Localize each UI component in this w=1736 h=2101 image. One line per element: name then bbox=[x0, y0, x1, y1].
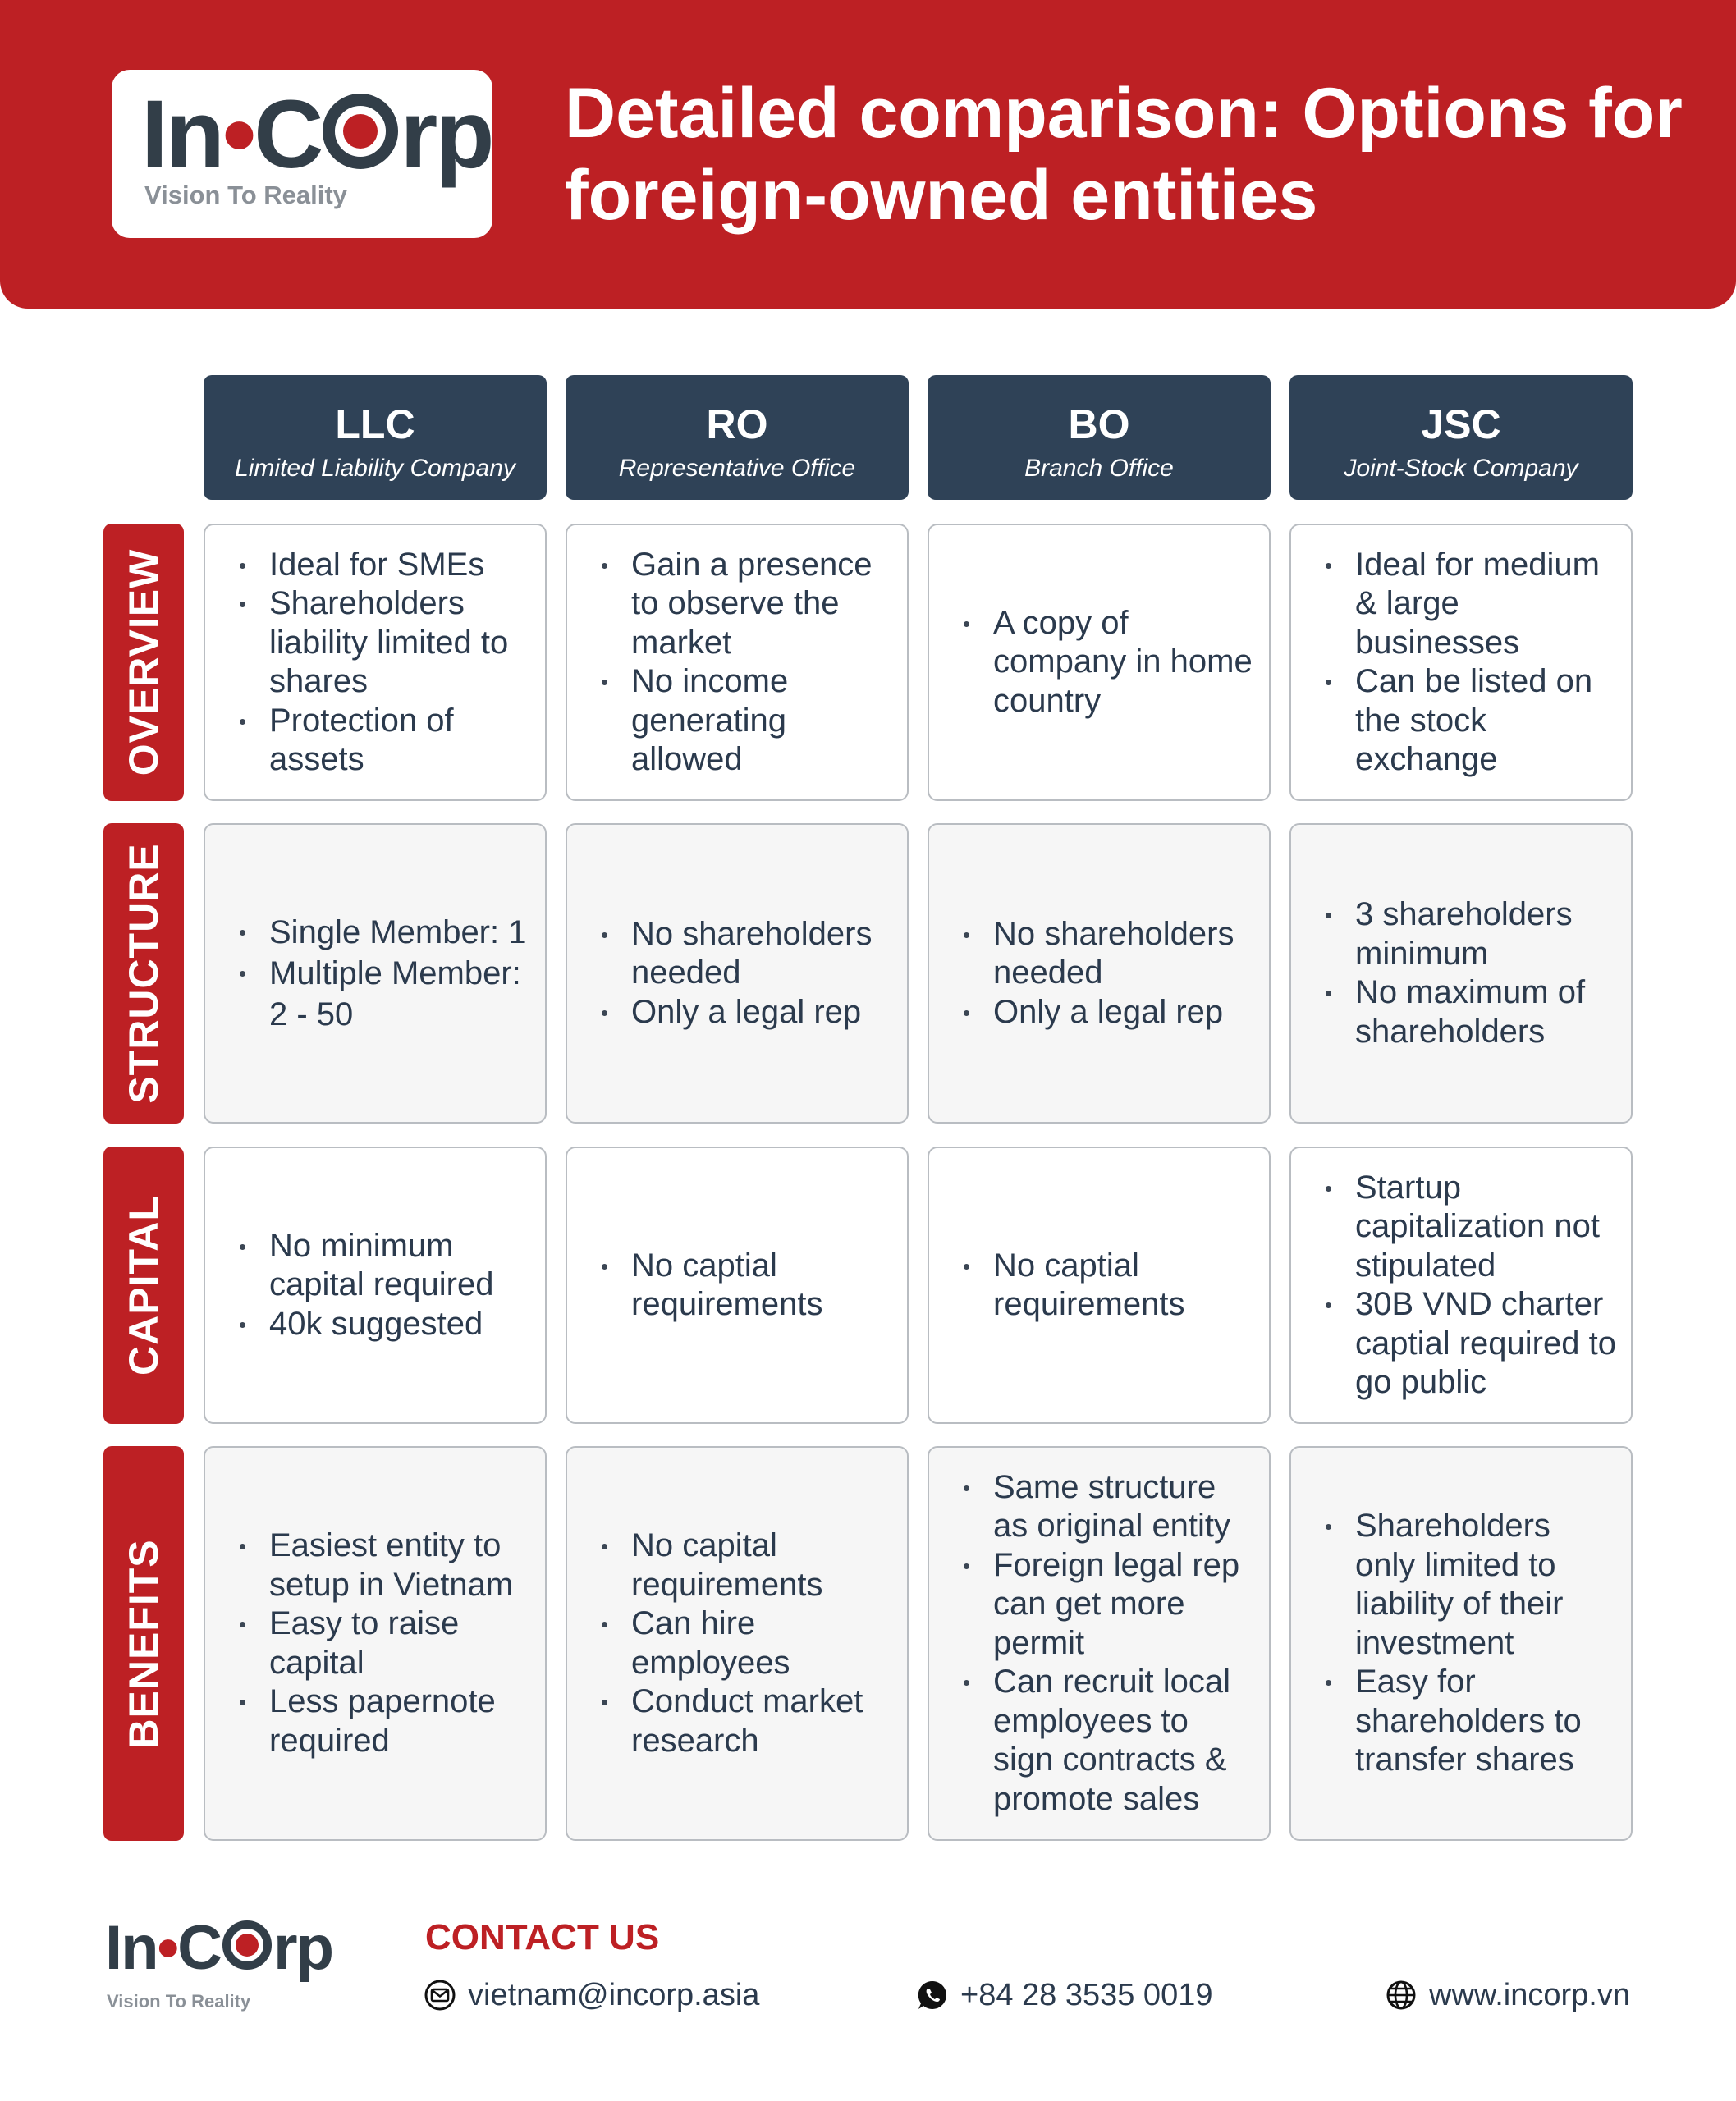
logo-tagline: Vision To Reality bbox=[144, 181, 347, 209]
list-item: Easy for shareholders to transfer shares bbox=[1322, 1663, 1619, 1780]
cell-overview-jsc bbox=[1289, 524, 1633, 801]
list-item: No shareholders needed bbox=[960, 915, 1257, 993]
list-item: Shareholders only limited to liability of their investment bbox=[1322, 1507, 1619, 1663]
list-item: Multiple Member: 2 - 50 bbox=[236, 953, 534, 1035]
whatsapp-icon bbox=[916, 1979, 949, 2012]
list-item: 3 shareholders minimum bbox=[1322, 895, 1619, 973]
list-item: Easy to raise capital bbox=[236, 1604, 534, 1682]
globe-web-icon bbox=[1385, 1979, 1418, 2012]
list-item: Ideal for medium & large businesses bbox=[1322, 546, 1619, 663]
list-item: Single Member: 1 bbox=[236, 912, 534, 953]
logo-wordmark: In•C rp bbox=[141, 80, 492, 189]
list-item: No captial requirements bbox=[598, 1247, 895, 1325]
column-header-ro: RO Representative Office bbox=[566, 375, 909, 500]
list-item: Only a legal rep bbox=[960, 993, 1257, 1032]
list-item: Startup capitalization not stipulated bbox=[1322, 1169, 1619, 1286]
row-label-overview: OVERVIEW bbox=[103, 524, 184, 801]
list-item: No maximum of shareholders bbox=[1322, 973, 1619, 1051]
column-header-llc: LLC Limited Liability Company bbox=[204, 375, 547, 500]
row-label-structure: STRUCTURE bbox=[103, 823, 184, 1124]
cell-capital-jsc bbox=[1289, 1147, 1633, 1424]
header-banner bbox=[0, 0, 1736, 309]
list-item: Protection of assets bbox=[236, 702, 534, 780]
contact-email[interactable]: vietnam@incorp.asia bbox=[424, 1974, 759, 2016]
list-item: Only a legal rep bbox=[598, 993, 895, 1032]
cell-overview-ro bbox=[566, 524, 909, 801]
list-item: Can be listed on the stock exchange bbox=[1322, 662, 1619, 780]
list-item: No minimum capital required bbox=[236, 1227, 534, 1305]
list-item: Can recruit local employees to sign contracts & promote sales bbox=[960, 1663, 1257, 1819]
list-item: 40k suggested bbox=[236, 1305, 534, 1344]
cell-benefits-ro bbox=[566, 1446, 909, 1841]
list-item: Less papernote required bbox=[236, 1682, 534, 1760]
mail-icon bbox=[424, 1979, 456, 2012]
footer-logo[interactable] bbox=[105, 1913, 343, 2016]
contact-title: CONTACT US bbox=[425, 1917, 660, 1957]
cell-structure-bo bbox=[928, 823, 1271, 1124]
contact-website[interactable]: www.incorp.vn bbox=[1385, 1974, 1630, 2016]
list-item: Conduct market research bbox=[598, 1682, 895, 1760]
cell-benefits-bo bbox=[928, 1446, 1271, 1841]
list-item: Foreign legal rep can get more permit bbox=[960, 1546, 1257, 1664]
cell-capital-llc bbox=[204, 1147, 547, 1424]
cell-benefits-llc bbox=[204, 1446, 547, 1841]
contact-phone[interactable]: +84 28 3535 0019 bbox=[916, 1974, 1212, 2016]
footer-logo-wordmark: In•C rp bbox=[105, 1913, 333, 1983]
cell-structure-llc bbox=[204, 823, 547, 1124]
list-item: Same structure as original entity bbox=[960, 1468, 1257, 1546]
cell-overview-llc bbox=[204, 524, 547, 801]
footer-logo-tagline: Vision To Reality bbox=[107, 1991, 251, 2012]
list-item: Can hire employees bbox=[598, 1604, 895, 1682]
incorp-logo[interactable] bbox=[112, 70, 492, 238]
cell-capital-ro bbox=[566, 1147, 909, 1424]
page-title: Detailed comparison: Options for foreign-owned entities bbox=[565, 74, 1683, 235]
globe-icon bbox=[222, 1920, 272, 1970]
cell-benefits-jsc bbox=[1289, 1446, 1633, 1841]
globe-icon bbox=[323, 94, 398, 169]
list-item: No capital requirements bbox=[598, 1527, 895, 1604]
list-item: 30B VND charter captial required to go public bbox=[1322, 1285, 1619, 1403]
cell-capital-bo bbox=[928, 1147, 1271, 1424]
list-item: A copy of company in home country bbox=[960, 604, 1257, 721]
column-header-bo: BO Branch Office bbox=[928, 375, 1271, 500]
cell-structure-ro bbox=[566, 823, 909, 1124]
row-label-benefits: BENEFITS bbox=[103, 1446, 184, 1841]
list-item: Shareholders liability limited to shares bbox=[236, 584, 534, 702]
list-item: No captial requirements bbox=[960, 1247, 1257, 1325]
list-item: Easiest entity to setup in Vietnam bbox=[236, 1527, 534, 1604]
row-label-capital: CAPITAL bbox=[103, 1147, 184, 1424]
list-item: Gain a presence to observe the market bbox=[598, 546, 895, 663]
column-header-jsc: JSC Joint-Stock Company bbox=[1289, 375, 1633, 500]
list-item: No shareholders needed bbox=[598, 915, 895, 993]
list-item: Ideal for SMEs bbox=[236, 546, 534, 585]
cell-overview-bo bbox=[928, 524, 1271, 801]
cell-structure-jsc bbox=[1289, 823, 1633, 1124]
list-item: No income generating allowed bbox=[598, 662, 895, 780]
